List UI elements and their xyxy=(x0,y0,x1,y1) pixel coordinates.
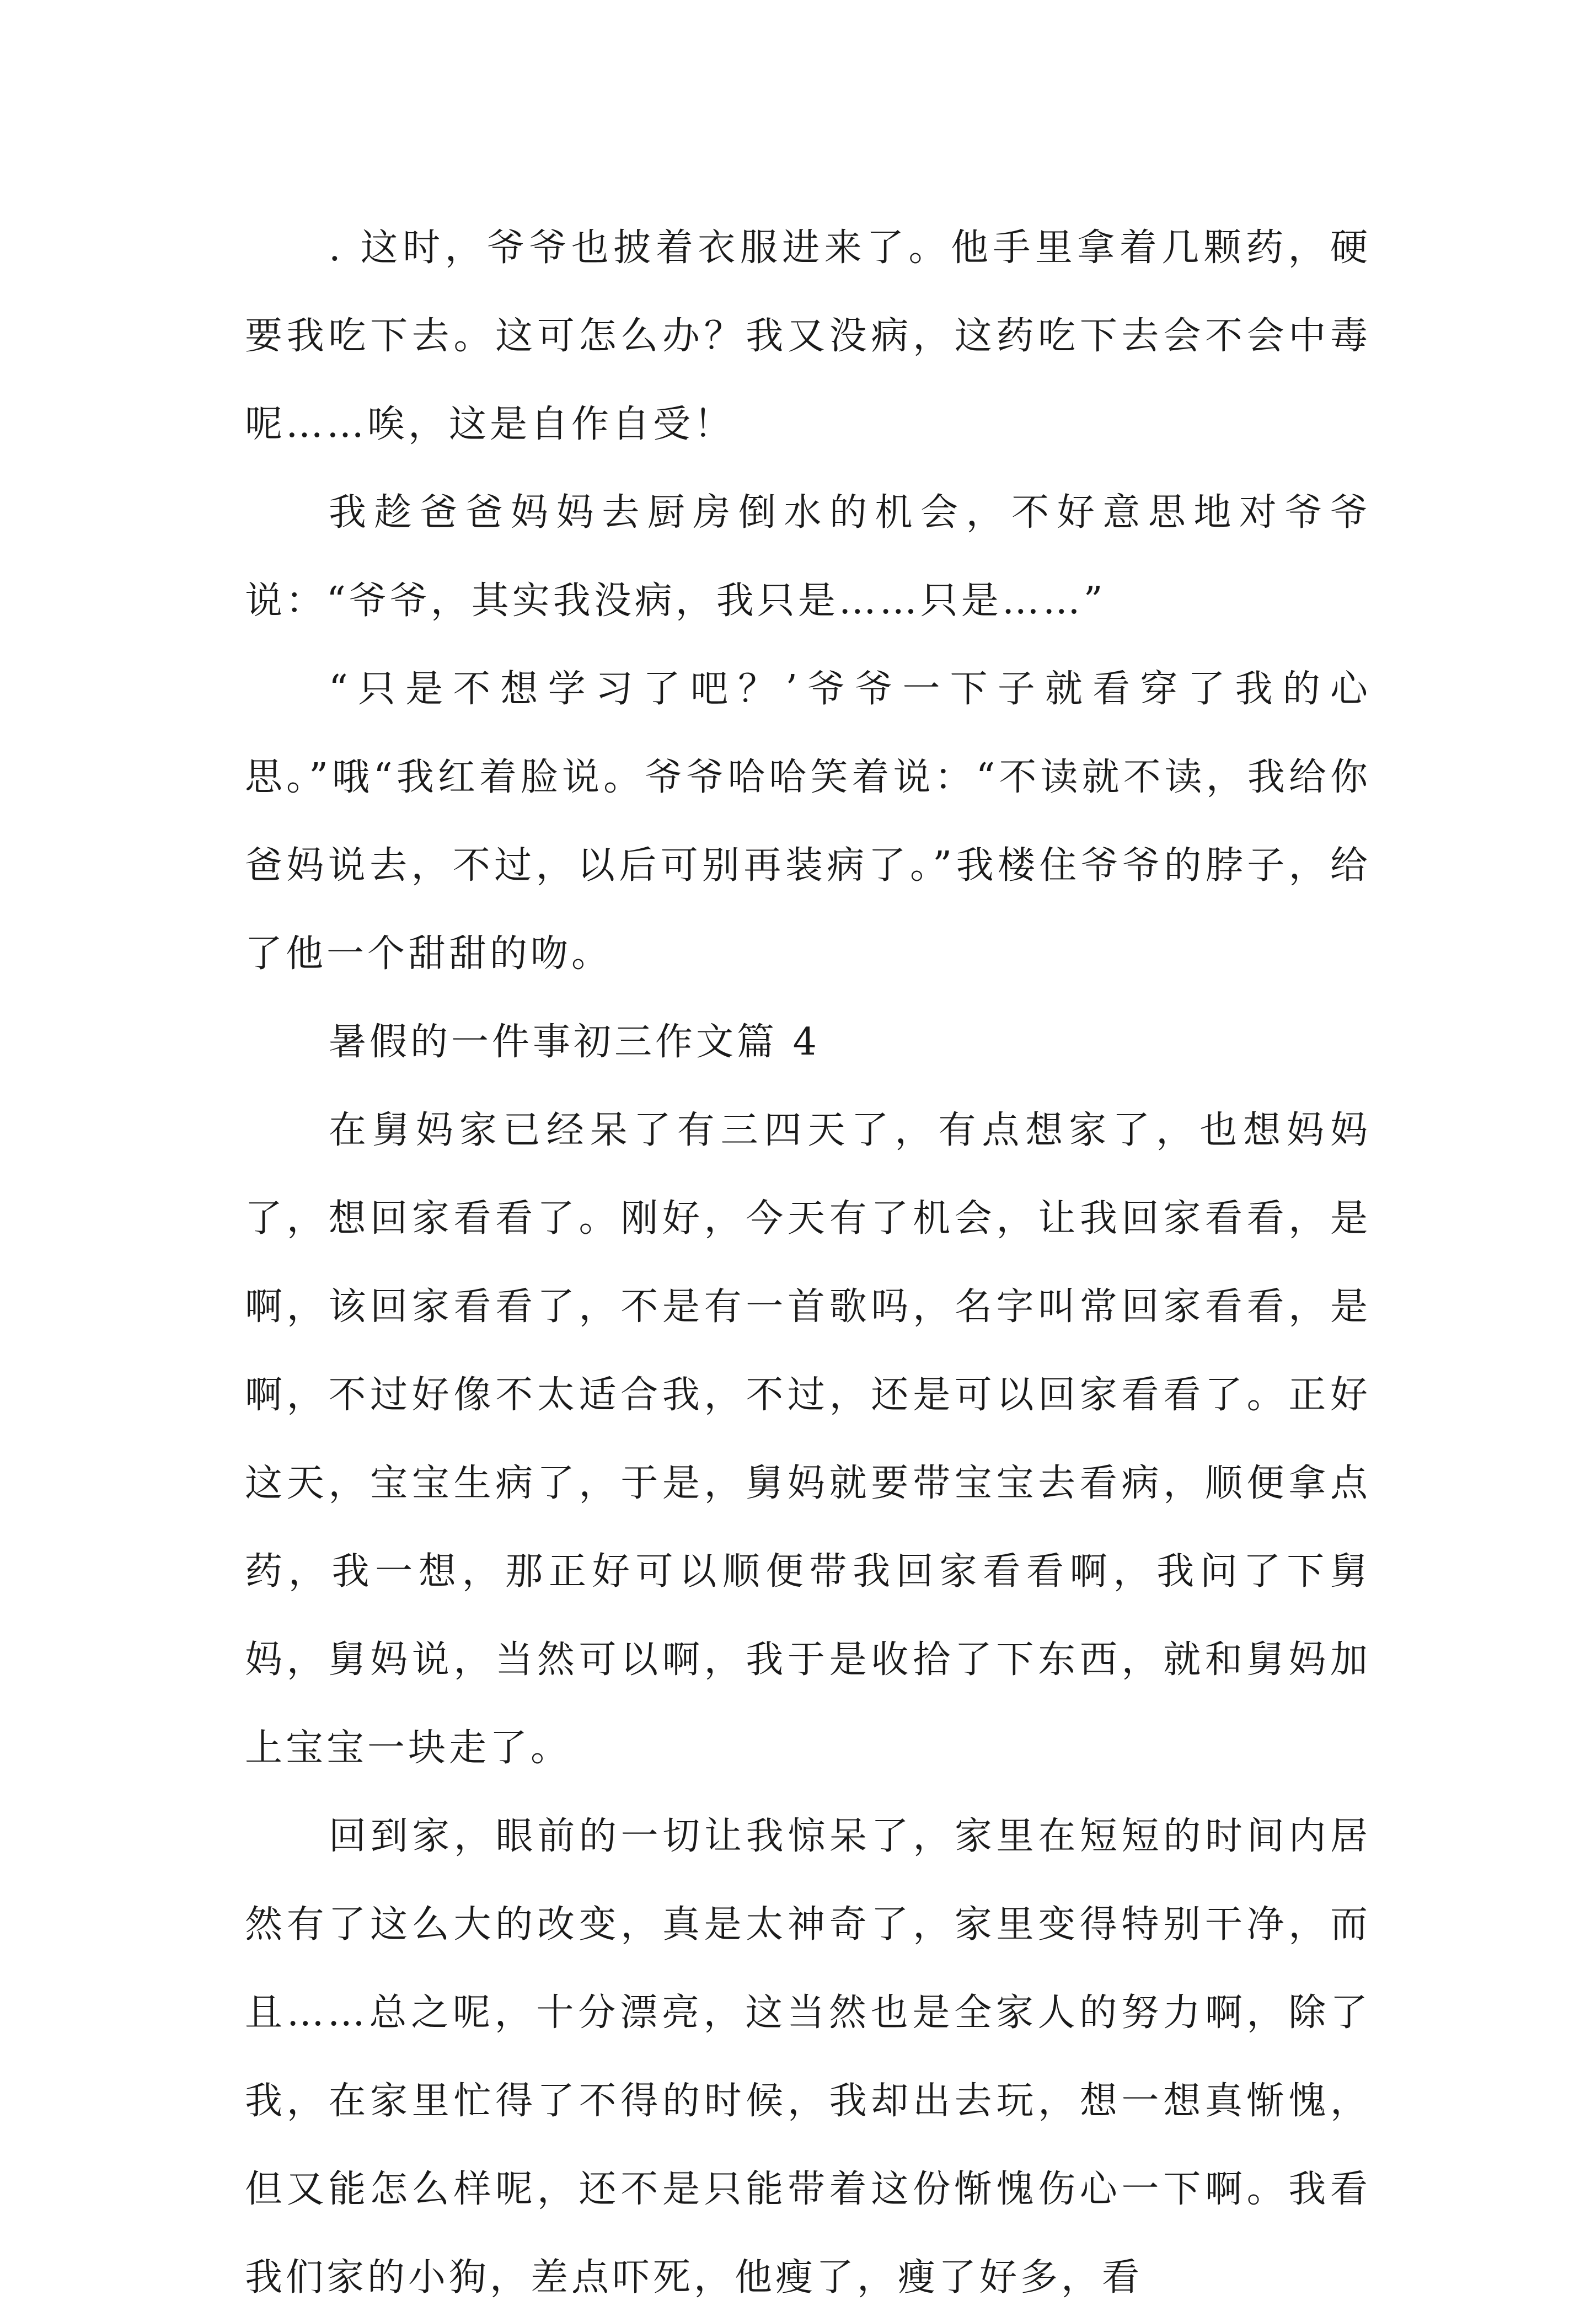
section-heading: 暑假的一件事初三作文篇 4 xyxy=(329,1020,820,1064)
document-body xyxy=(245,204,1371,2322)
paragraph-4: 在舅妈家已经呆了有三四天了，有点想家了，也想妈妈了，想回家看看了。刚好，今天有了机会，让我回家看看，是啊，该回家看看了，不是有一首歌吗，名字叫常回家看看，是啊，不过好像不太适合我，不过，还是可以回家看看了。正好这天，宝宝生病了，于是，舅妈就要带宝宝去看病，顺便拿点药，我一想，那正好可以顺便带我回家看看啊，我问了下舅妈，舅妈说，当然可以啊，我于是收拾了下东西，就和舅妈加上宝宝一块走了。 xyxy=(245,1109,1371,1770)
paragraph-5: 回到家，眼前的一切让我惊呆了，家里在短短的时间内居然有了这么大的改变，真是太神奇了，家里变得特别干净，而且……总之呢，十分漂亮，这当然也是全家人的努力啊，除了我，在家里忙得了不得的时候，我却出去玩，想一想真惭愧，但又能怎么样呢，还不是只能带着这份惭愧伤心一下啊。我看我们家的小狗，差点吓死，他瘦了，瘦了好多，看 xyxy=(245,1815,1371,2299)
paragraph-2: 我趁爸爸妈妈去厨房倒水的机会，不好意思地对爷爷说：“爷爷，其实我没病，我只是……只是……” xyxy=(245,491,1371,623)
paragraph-1: . 这时，爷爷也披着衣服进来了。他手里拿着几颗药，硬要我吃下去。这可怎么办？我又没病，这药吃下去会不会中毒呢……唉，这是自作自受！ xyxy=(245,226,1371,446)
paragraph-3: “只是不想学习了吧？’爷爷一下子就看穿了我的心思。”哦“我红着脸说。爷爷哈哈笑着说：“不读就不读，我给你爸妈说去，不过，以后可别再装病了。”我楼住爷爷的脖子，给了他一个甜甜的吻。 xyxy=(245,667,1371,976)
